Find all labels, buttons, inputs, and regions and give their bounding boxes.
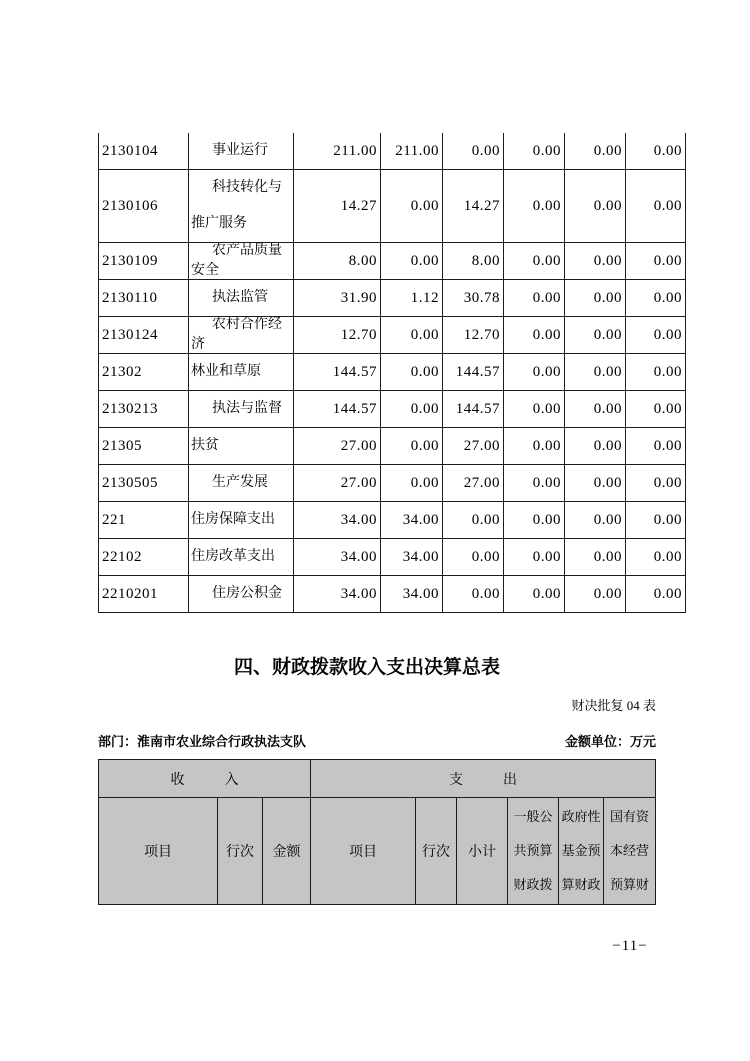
budget-item-name: 事业运行 bbox=[212, 142, 268, 158]
amount-unit-label: 金额单位：万元 bbox=[564, 734, 656, 749]
amount-cell: 0.00 bbox=[504, 391, 565, 428]
amount-cell: 8.00 bbox=[294, 243, 381, 280]
budget-code-cell: 2130106 bbox=[99, 170, 189, 243]
amount-cell: 12.70 bbox=[294, 317, 381, 354]
amount-cell: 0.00 bbox=[626, 170, 686, 243]
amount-cell: 0.00 bbox=[626, 133, 686, 170]
budget-code-cell: 21302 bbox=[99, 354, 189, 391]
amount-cell: 0.00 bbox=[626, 502, 686, 539]
table-row bbox=[99, 539, 686, 576]
budget-item-name: 住房公积金 bbox=[212, 585, 282, 601]
amount-cell: 211.00 bbox=[381, 133, 443, 170]
income-group-label: 收入 bbox=[170, 772, 279, 788]
amount-cell: 0.00 bbox=[565, 465, 626, 502]
amount-cell: 1.12 bbox=[381, 280, 443, 317]
budget-code-cell: 2130505 bbox=[99, 465, 189, 502]
income-amount-header-cell: 金额 bbox=[263, 798, 311, 905]
amount-cell: 0.00 bbox=[565, 280, 626, 317]
expense-group-header-cell bbox=[311, 760, 656, 798]
table-row bbox=[99, 428, 686, 465]
budget-item-name: 生产发展 bbox=[212, 474, 268, 490]
amount-cell: 0.00 bbox=[381, 391, 443, 428]
amount-cell: 0.00 bbox=[504, 243, 565, 280]
budget-item-name-cell bbox=[189, 243, 294, 280]
amount-cell: 0.00 bbox=[626, 539, 686, 576]
amount-cell: 34.00 bbox=[294, 539, 381, 576]
fiscal-summary-table-header bbox=[98, 759, 656, 905]
amount-cell: 0.00 bbox=[565, 243, 626, 280]
budget-code-cell: 21305 bbox=[99, 428, 189, 465]
amount-cell: 14.27 bbox=[443, 170, 504, 243]
amount-cell: 0.00 bbox=[626, 243, 686, 280]
amount-cell: 0.00 bbox=[626, 280, 686, 317]
budget-item-name: 农村合作经济 bbox=[191, 317, 282, 352]
income-group-header-cell bbox=[99, 760, 311, 798]
budget-item-name-cell bbox=[189, 502, 294, 539]
amount-cell: 211.00 bbox=[294, 133, 381, 170]
table-row bbox=[99, 133, 686, 170]
budget-code-cell: 2130104 bbox=[99, 133, 189, 170]
amount-cell: 0.00 bbox=[504, 576, 565, 613]
expense-subtotal-header-cell: 小计 bbox=[457, 798, 508, 905]
amount-cell: 0.00 bbox=[443, 502, 504, 539]
amount-cell: 0.00 bbox=[504, 502, 565, 539]
amount-cell: 27.00 bbox=[294, 465, 381, 502]
amount-cell: 0.00 bbox=[504, 465, 565, 502]
table-group-header-row bbox=[99, 760, 656, 798]
amount-cell: 0.00 bbox=[565, 502, 626, 539]
amount-cell: 14.27 bbox=[294, 170, 381, 243]
budget-item-name-cell bbox=[189, 170, 294, 243]
table-row bbox=[99, 280, 686, 317]
expense-rowno-header-cell: 行次 bbox=[416, 798, 457, 905]
budget-item-name: 林业和草原 bbox=[191, 363, 261, 379]
income-item-header-cell: 项目 bbox=[99, 798, 218, 905]
table-meta-row bbox=[98, 731, 656, 750]
budget-item-name: 扶贫 bbox=[191, 437, 219, 453]
budget-code-cell: 2130109 bbox=[99, 243, 189, 280]
amount-cell: 34.00 bbox=[381, 539, 443, 576]
amount-cell: 0.00 bbox=[626, 391, 686, 428]
amount-cell: 0.00 bbox=[565, 428, 626, 465]
amount-cell: 0.00 bbox=[565, 391, 626, 428]
table-row bbox=[99, 354, 686, 391]
table-row bbox=[99, 502, 686, 539]
budget-item-name-cell bbox=[189, 317, 294, 354]
amount-cell: 0.00 bbox=[504, 280, 565, 317]
amount-cell: 0.00 bbox=[565, 317, 626, 354]
page-number: −11− bbox=[612, 938, 648, 954]
budget-item-name: 农产品质量安全 bbox=[191, 243, 282, 278]
budget-code-cell: 22102 bbox=[99, 539, 189, 576]
income-rowno-header-cell: 行次 bbox=[218, 798, 263, 905]
amount-cell: 27.00 bbox=[294, 428, 381, 465]
amount-cell: 0.00 bbox=[504, 133, 565, 170]
section-title: 四、财政拨款收入支出决算总表 bbox=[233, 657, 500, 678]
amount-cell: 34.00 bbox=[381, 576, 443, 613]
amount-cell: 34.00 bbox=[381, 502, 443, 539]
budget-item-name-cell bbox=[189, 576, 294, 613]
expense-item-header-cell: 项目 bbox=[311, 798, 416, 905]
amount-cell: 34.00 bbox=[294, 576, 381, 613]
amount-cell: 144.57 bbox=[443, 354, 504, 391]
amount-cell: 0.00 bbox=[626, 428, 686, 465]
state-capital-budget-header-cell: 国有资本经营预算财 bbox=[604, 798, 656, 905]
table-row bbox=[99, 170, 686, 243]
budget-item-name-cell bbox=[189, 280, 294, 317]
amount-cell: 8.00 bbox=[443, 243, 504, 280]
amount-cell: 34.00 bbox=[294, 502, 381, 539]
table-column-header-row bbox=[99, 798, 656, 905]
budget-code-cell: 2130124 bbox=[99, 317, 189, 354]
budget-item-name: 执法监管 bbox=[212, 289, 268, 305]
amount-cell: 0.00 bbox=[381, 465, 443, 502]
budget-expenditure-table bbox=[98, 133, 686, 613]
amount-cell: 0.00 bbox=[381, 243, 443, 280]
budget-item-name-cell bbox=[189, 133, 294, 170]
table-row bbox=[99, 576, 686, 613]
amount-cell: 0.00 bbox=[565, 576, 626, 613]
budget-item-name-cell bbox=[189, 465, 294, 502]
department-label: 部门：淮南市农业综合行政执法支队 bbox=[98, 734, 307, 749]
amount-cell: 0.00 bbox=[381, 354, 443, 391]
budget-item-name-cell bbox=[189, 391, 294, 428]
amount-cell: 0.00 bbox=[504, 539, 565, 576]
budget-code-cell: 2130213 bbox=[99, 391, 189, 428]
budget-item-name-cell bbox=[189, 428, 294, 465]
amount-cell: 0.00 bbox=[443, 133, 504, 170]
amount-cell: 0.00 bbox=[626, 317, 686, 354]
budget-item-name: 住房保障支出 bbox=[191, 511, 275, 527]
amount-cell: 12.70 bbox=[443, 317, 504, 354]
amount-cell: 30.78 bbox=[443, 280, 504, 317]
amount-cell: 0.00 bbox=[381, 317, 443, 354]
amount-cell: 0.00 bbox=[565, 539, 626, 576]
budget-item-name-cell bbox=[189, 354, 294, 391]
amount-cell: 0.00 bbox=[504, 317, 565, 354]
amount-cell: 144.57 bbox=[443, 391, 504, 428]
amount-cell: 0.00 bbox=[504, 170, 565, 243]
budget-item-name-cell bbox=[189, 539, 294, 576]
amount-cell: 0.00 bbox=[565, 133, 626, 170]
amount-cell: 0.00 bbox=[443, 539, 504, 576]
amount-cell: 0.00 bbox=[565, 170, 626, 243]
table-row bbox=[99, 243, 686, 280]
amount-cell: 144.57 bbox=[294, 391, 381, 428]
amount-cell: 144.57 bbox=[294, 354, 381, 391]
budget-code-cell: 221 bbox=[99, 502, 189, 539]
budget-code-cell: 2130110 bbox=[99, 280, 189, 317]
amount-cell: 0.00 bbox=[504, 428, 565, 465]
general-budget-header-cell: 一般公共预算财政拨 bbox=[508, 798, 559, 905]
amount-cell: 31.90 bbox=[294, 280, 381, 317]
gov-fund-budget-header-cell: 政府性基金预算财政 bbox=[559, 798, 604, 905]
amount-cell: 0.00 bbox=[626, 354, 686, 391]
amount-cell: 0.00 bbox=[626, 576, 686, 613]
amount-cell: 0.00 bbox=[504, 354, 565, 391]
amount-cell: 27.00 bbox=[443, 428, 504, 465]
table-row bbox=[99, 317, 686, 354]
budget-item-name: 执法与监督 bbox=[212, 400, 282, 416]
budget-item-name: 住房改革支出 bbox=[191, 548, 275, 564]
budget-code-cell: 2210201 bbox=[99, 576, 189, 613]
amount-cell: 27.00 bbox=[443, 465, 504, 502]
amount-cell: 0.00 bbox=[626, 465, 686, 502]
amount-cell: 0.00 bbox=[381, 428, 443, 465]
table-row bbox=[99, 465, 686, 502]
amount-cell: 0.00 bbox=[443, 576, 504, 613]
expense-group-label: 支出 bbox=[449, 772, 557, 788]
table-row bbox=[99, 391, 686, 428]
table-reference-label: 财决批复 04 表 bbox=[571, 698, 656, 713]
amount-cell: 0.00 bbox=[381, 170, 443, 243]
amount-cell: 0.00 bbox=[565, 354, 626, 391]
budget-item-name: 科技转化与推广服务 bbox=[191, 180, 282, 231]
